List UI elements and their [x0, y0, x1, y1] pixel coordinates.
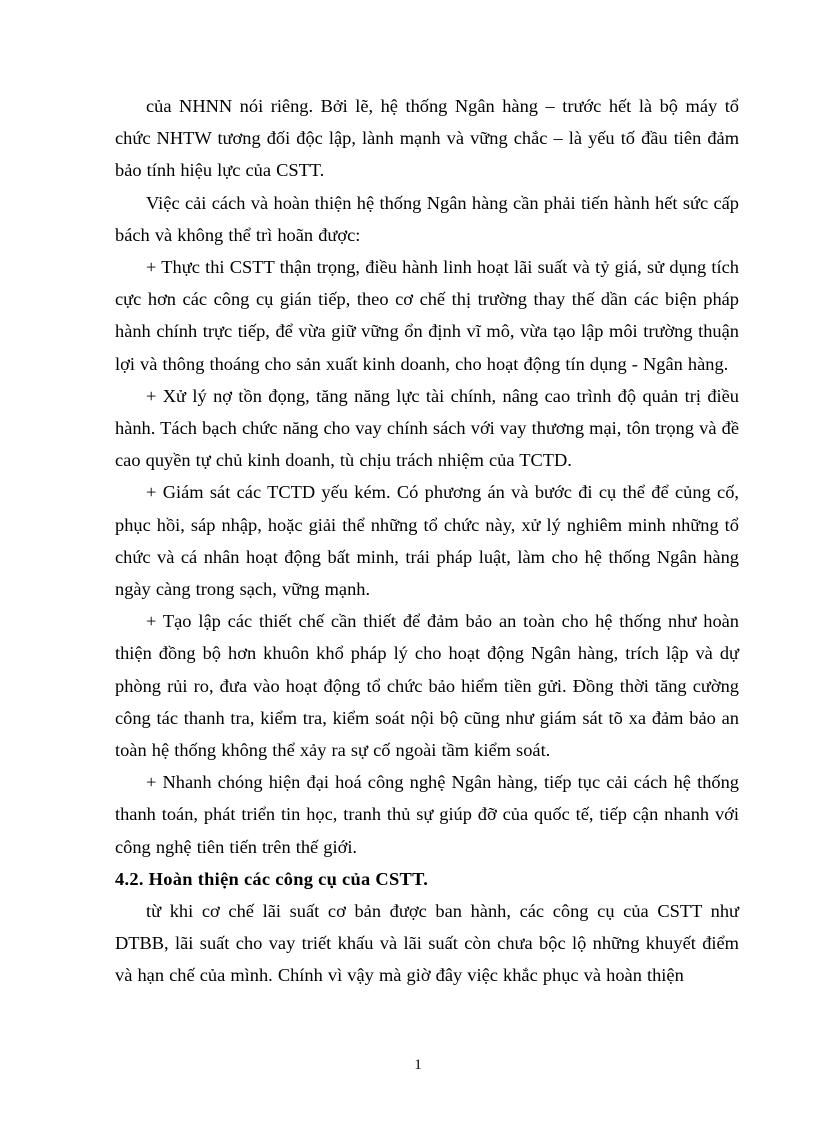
- paragraph-7: + Nhanh chóng hiện đại hoá công nghệ Ngân hàng, tiếp tục cải cách hệ thống thanh toán, phát triển tin học, tranh thủ sự giúp đỡ của quốc tế, tiếp cận nhanh với công nghệ tiên tiến trên thế giới.: [115, 772, 739, 857]
- paragraph-after-heading: từ khi cơ chế lãi suất cơ bản được ban hành, các công cụ của CSTT như DTBB, lãi suất cho vay triết khấu và lãi suất còn chưa bộc lộ những khuyết điểm và hạn chế của mình. Chính vì vậy mà giờ đây việc khắc phục và hoàn thiện: [115, 901, 739, 986]
- paragraph-3: + Thực thi CSTT thận trọng, điều hành linh hoạt lãi suất và tỷ giá, sử dụng tích cực hơn các công cụ gián tiếp, theo cơ chế thị trường thay thế dần các biện pháp hành chính trực tiếp, để vừa giữ vững ổn định vĩ mô, vừa tạo lập môi trường thuận lợi và thông thoáng cho sản xuất kinh doanh, cho hoạt động tín dụng - Ngân hàng.: [115, 257, 739, 374]
- paragraph-6: + Tạo lập các thiết chế cần thiết để đảm bảo an toàn cho hệ thống như hoàn thiện đồng bộ hơn khuôn khổ pháp lý cho hoạt động Ngân hàng, trích lập và dự phòng rủi ro, đưa vào hoạt động tổ chức bảo hiểm tiền gửi. Đồng thời tăng cường công tác thanh tra, kiểm tra, kiểm soát nội bộ cũng như giám sát tõ xa đảm bảo an toàn hệ thống không thể xảy ra sự cố ngoài tầm kiểm soát.: [115, 611, 739, 761]
- page-number: 1: [414, 1057, 422, 1073]
- paragraph-1: của NHNN nói riêng. Bởi lẽ, hệ thống Ngân hàng – trước hết là bộ máy tổ chức NHTW tương đối độc lập, lành mạnh và vững chắc – là yếu tố đầu tiên đảm bảo tính hiệu lực của CSTT.: [115, 96, 739, 181]
- paragraph-5: + Giám sát các TCTD yếu kém. Có phương án và bước đi cụ thể để củng cố, phục hồi, sáp nhập, hoặc giải thể những tổ chức này, xử lý nghiêm minh những tổ chức và cá nhân hoạt động bất minh, trái pháp luật, làm cho hệ thống Ngân hàng ngày càng trong sạch, vững mạnh.: [115, 482, 739, 600]
- section-heading: 4.2. Hoàn thiện các công cụ của CSTT.: [115, 868, 429, 889]
- paragraph-4: + Xử lý nợ tồn đọng, tăng năng lực tài chính, nâng cao trình độ quản trị điều hành. Tách bạch chức năng cho vay chính sách với vay thương mại, tôn trọng và đề cao quyền tự chủ kinh doanh, tù chịu trách nhiệm của TCTD.: [115, 385, 739, 471]
- paragraph-2: Việc cải cách và hoàn thiện hệ thống Ngân hàng cần phải tiến hành hết sức cấp bách và không thể trì hoãn được:: [115, 192, 739, 245]
- page-body: [115, 90, 739, 992]
